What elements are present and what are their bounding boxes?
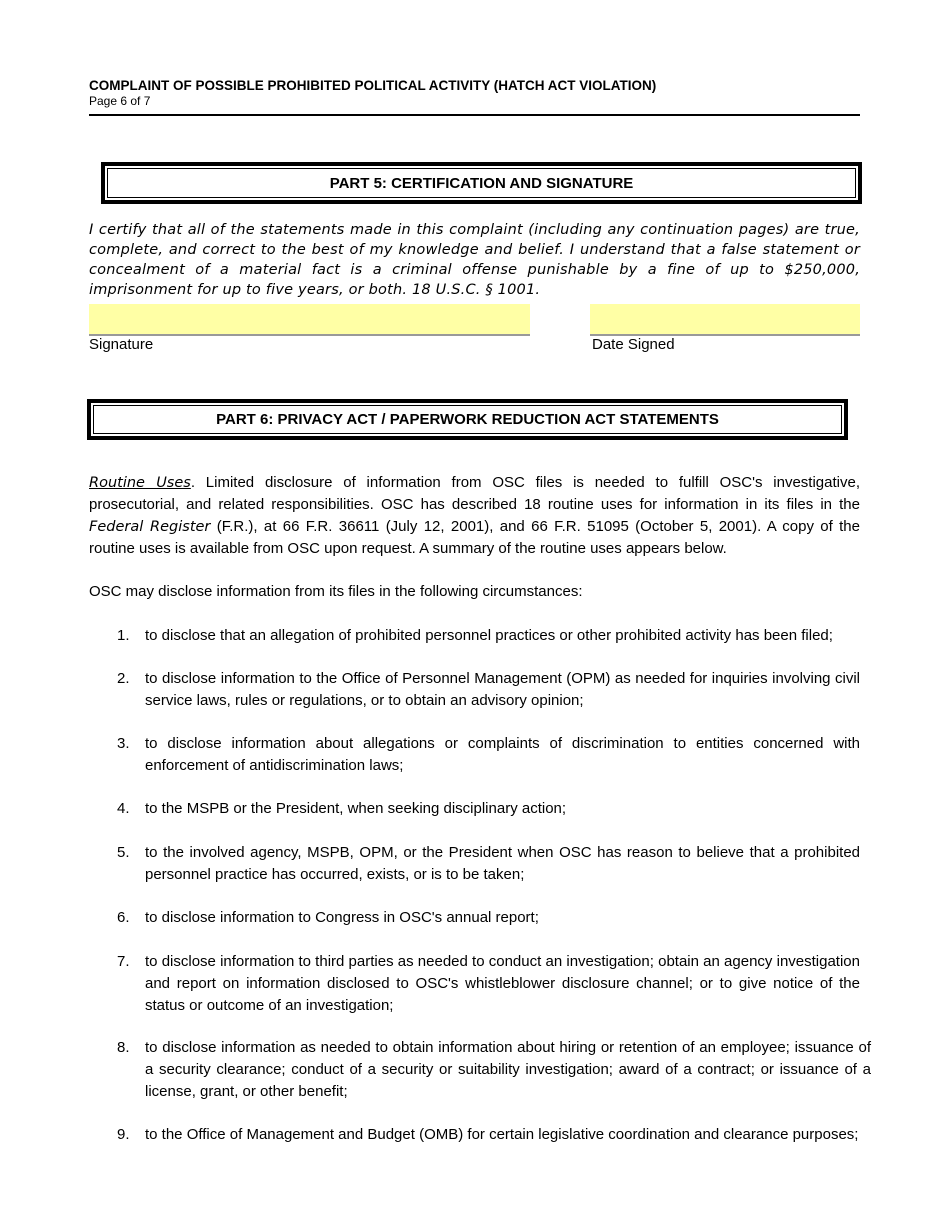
signature-label: Signature	[89, 336, 154, 353]
list-item-text: to disclose information as needed to obtain information about hiring or retention of an employee; issuance of a security clearance; conduct of a security or suitability investigation; award of a contract; or issuance of a license, grant, or other benefit;	[145, 1039, 871, 1100]
list-item-number: 7.	[117, 953, 130, 970]
list-item-text: to the involved agency, MSPB, OPM, or the President when OSC has reason to believe that a prohibited personnel practice has occurred, exists, or is to be taken;	[145, 844, 860, 883]
list-item-number: 2.	[117, 670, 130, 687]
list-item-text: to disclose information to third parties as needed to conduct an investigation; obtain an agency investigation and report on information disclosed to OSC's whistleblower disclosure channel; or to give notice of the status or outcome of an investigation;	[145, 953, 860, 1014]
page-header	[89, 78, 860, 116]
routine-uses-label: Routine Uses	[89, 475, 191, 491]
signature-input[interactable]	[89, 304, 530, 336]
part6-heading: PART 6: PRIVACY ACT / PAPERWORK REDUCTION ACT STATEMENTS	[93, 405, 842, 434]
list-item-number: 3.	[117, 735, 130, 752]
part5-heading-box	[101, 162, 862, 204]
routine-uses-intro: . Limited disclosure of information from OSC files is needed to fulfill OSC's investigative, prosecutorial, and related responsibilities. OSC has described 18 routine uses for information in its files in the	[89, 474, 860, 513]
list-item-text: to the Office of Management and Budget (OMB) for certain legislative coordination and clearance purposes;	[145, 1126, 859, 1143]
part6-heading-box	[87, 399, 848, 440]
list-item-number: 5.	[117, 844, 130, 861]
list-item-number: 1.	[117, 627, 130, 644]
list-item-number: 6.	[117, 909, 130, 926]
document-title: COMPLAINT OF POSSIBLE PROHIBITED POLITICAL ACTIVITY (HATCH ACT VIOLATION)	[89, 78, 657, 93]
list-item-text: to the MSPB or the President, when seeking disciplinary action;	[145, 800, 567, 817]
date-signed-input[interactable]	[590, 304, 860, 336]
certification-statement: I certify that all of the statements made in this complaint (including any continuation pages) are true, complete, and correct to the best of my knowledge and belief. I understand that a false statement or concealment of a material fact is a criminal offense punishable by a fine of up to $250,000, imprisonment for up to five years, or both. 18 U.S.C. § 1001.	[89, 222, 860, 298]
part5-heading: PART 5: CERTIFICATION AND SIGNATURE	[107, 168, 856, 198]
list-item-text: to disclose information to the Office of Personnel Management (OPM) as needed for inquiries involving civil service laws, rules or regulations, or to obtain an advisory opinion;	[145, 670, 860, 709]
routine-uses-paragraph	[89, 472, 860, 560]
date-signed-label: Date Signed	[592, 336, 675, 353]
routine-uses-rest: (F.R.), at 66 F.R. 36611 (July 12, 2001), and 66 F.R. 51095 (October 5, 2001). A copy of the routine uses is available from OSC upon request. A summary of the routine uses appears below.	[89, 518, 860, 557]
list-item-number: 9.	[117, 1126, 130, 1143]
list-item-text: to disclose information about allegations or complaints of discrimination to entities concerned with enforcement of antidiscrimination laws;	[145, 735, 860, 774]
list-item-number: 4.	[117, 800, 130, 817]
list-item-text: to disclose information to Congress in OSC's annual report;	[145, 909, 539, 926]
page-number: Page 6 of 7	[89, 94, 151, 108]
disclosure-intro: OSC may disclose information from its files in the following circumstances:	[89, 583, 583, 600]
federal-register-text: Federal Register	[89, 519, 211, 535]
list-item-number: 8.	[117, 1039, 130, 1056]
list-item-text: to disclose that an allegation of prohibited personnel practices or other prohibited activity has been filed;	[145, 627, 833, 644]
